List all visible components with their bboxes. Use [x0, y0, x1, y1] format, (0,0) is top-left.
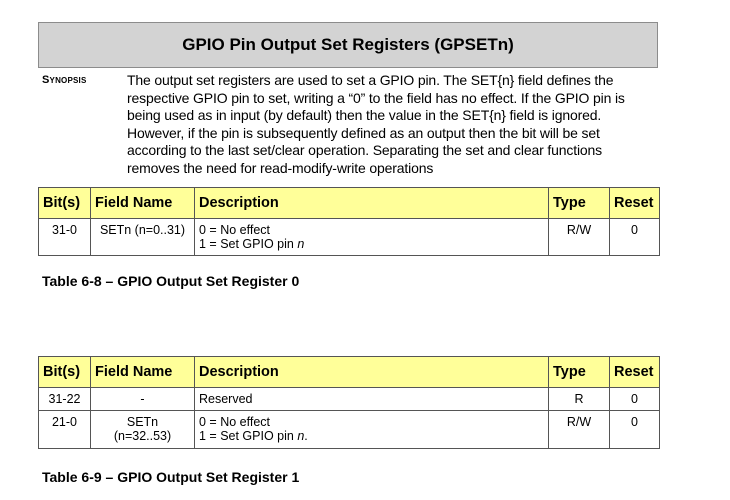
cell-type: R/W: [549, 219, 610, 256]
cell-reset: 0: [610, 388, 660, 411]
header-field-name: Field Name: [91, 357, 195, 388]
cell-field-name: SETn (n=0..31): [91, 219, 195, 256]
cell-reset: 0: [610, 411, 660, 449]
desc-line: [199, 237, 544, 251]
desc-text: 1 = Set GPIO pin: [199, 237, 298, 251]
table-header-row: [39, 188, 660, 219]
register-table-0: [38, 187, 660, 256]
cell-reset: 0: [610, 219, 660, 256]
synopsis-line: The output set registers are used to set a GPIO pin. The SET{n} field defines the: [127, 72, 614, 88]
register-table-1: [38, 356, 660, 449]
synopsis-text: [127, 72, 659, 177]
header-bits: Bit(s): [39, 188, 91, 219]
cell-description: Reserved: [195, 388, 549, 411]
field-name-line: SETn: [126, 415, 159, 429]
field-name-line: (n=32..53): [113, 429, 172, 443]
table-row: [39, 219, 660, 256]
cell-bits: 21-0: [39, 411, 91, 449]
cell-bits: 31-0: [39, 219, 91, 256]
header-reset: Reset: [610, 357, 660, 388]
synopsis-line: removes the need for read-modify-write operations: [127, 159, 434, 176]
synopsis-label: Synopsis: [42, 74, 87, 86]
table-caption: Table 6-8 – GPIO Output Set Register 0: [42, 273, 300, 289]
header-reset: Reset: [610, 188, 660, 219]
cell-description: [195, 219, 549, 256]
table-caption: Table 6-9 – GPIO Output Set Register 1: [42, 469, 300, 485]
desc-text: .: [304, 429, 308, 443]
section-title: GPIO Pin Output Set Registers (GPSETn): [38, 22, 658, 68]
header-field-name: Field Name: [91, 188, 195, 219]
cell-field-name: [91, 411, 195, 449]
desc-line: 0 = No effect: [199, 415, 270, 429]
cell-type: R: [549, 388, 610, 411]
cell-field-name: -: [91, 388, 195, 411]
header-description: Description: [195, 188, 549, 219]
header-type: Type: [549, 357, 610, 388]
desc-italic: n: [297, 237, 305, 251]
cell-bits: 31-22: [39, 388, 91, 411]
table-row: [39, 411, 660, 449]
header-bits: Bit(s): [39, 357, 91, 388]
desc-text: 1 = Set GPIO pin: [199, 429, 298, 443]
synopsis-line: respective GPIO pin to set, writing a “0” to the field has no effect. If the GPIO pin is: [127, 89, 625, 106]
cell-type: R/W: [549, 411, 610, 449]
synopsis-line: However, if the pin is subsequently defined as an output then the bit will be set: [127, 124, 600, 141]
desc-line: 0 = No effect: [199, 223, 270, 237]
table-row: [39, 388, 660, 411]
desc-italic: n: [297, 429, 305, 443]
header-description: Description: [195, 357, 549, 388]
synopsis-line: according to the last set/clear operation. Separating the set and clear functions: [127, 142, 603, 158]
cell-description: [195, 411, 549, 449]
table-header-row: [39, 357, 660, 388]
header-type: Type: [549, 188, 610, 219]
desc-line: [199, 429, 544, 443]
synopsis-line: being used as in input (by default) then the value in the SET{n} field is ignored.: [127, 107, 602, 123]
